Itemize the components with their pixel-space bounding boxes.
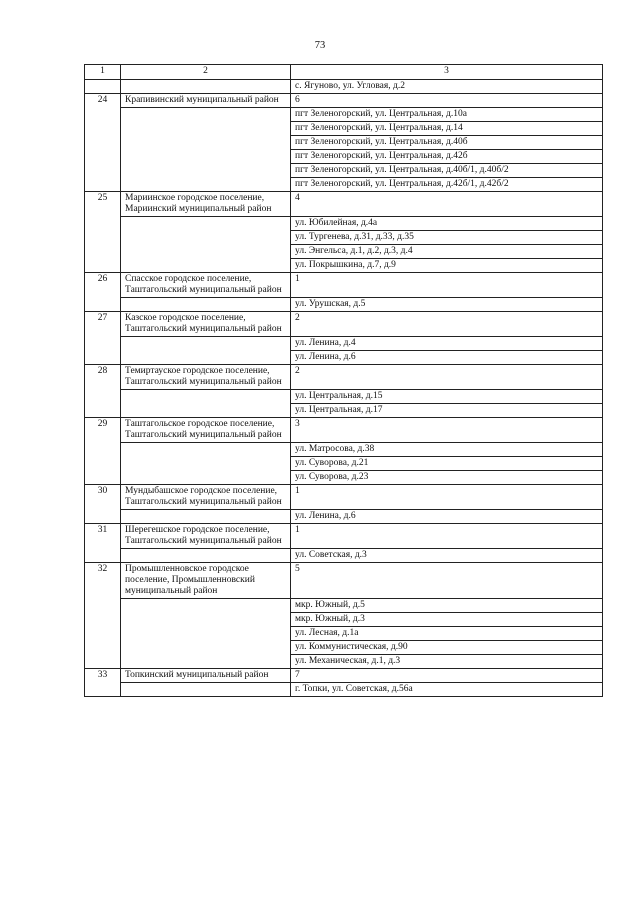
- municipality-name: Мундыбашское городское поселение, Таштагольский муниципальный район: [121, 485, 291, 510]
- row-number: 32: [85, 563, 121, 669]
- group-row: [85, 563, 603, 599]
- header-col-2: 2: [121, 65, 291, 80]
- row-number: 29: [85, 418, 121, 485]
- municipality-name: Казское городское поселение, Таштагольский муниципальный район: [121, 312, 291, 337]
- group-row: [85, 418, 603, 443]
- address-row: [85, 599, 603, 613]
- header-row: [85, 65, 603, 80]
- address-cell: ул. Покрышкина, д.7, д.9: [291, 259, 603, 273]
- municipality-name: Спасское городское поселение, Таштагольский муниципальный район: [121, 273, 291, 298]
- group-row: [85, 485, 603, 510]
- address-cell: ул. Центральная, д.17: [291, 404, 603, 418]
- address-cell: ул. Энгельса, д.1, д.2, д.3, д.4: [291, 245, 603, 259]
- row-number: 31: [85, 524, 121, 563]
- address-row: [85, 390, 603, 404]
- building-count: 1: [291, 524, 603, 549]
- address-cell: мкр. Южный, д.3: [291, 613, 603, 627]
- address-cell: ул. Суворова, д.21: [291, 457, 603, 471]
- group-row: [85, 94, 603, 108]
- municipality-name: Мариинское городское поселение, Мариинский муниципальный район: [121, 192, 291, 217]
- address-cell: мкр. Южный, д.5: [291, 599, 603, 613]
- empty-cell: [121, 683, 291, 697]
- empty-cell: [121, 108, 291, 192]
- address-cell: пгт Зеленогорский, ул. Центральная, д.42б: [291, 150, 603, 164]
- building-count: 2: [291, 365, 603, 390]
- address-cell: ул. Тургенева, д.31, д.33, д.35: [291, 231, 603, 245]
- housing-register-table: [84, 64, 603, 697]
- row-number: 27: [85, 312, 121, 365]
- municipality-name: Топкинский муниципальный район: [121, 669, 291, 683]
- page-number: 73: [314, 40, 326, 51]
- row-number: 28: [85, 365, 121, 418]
- address-row: [85, 683, 603, 697]
- address-cell: ул. Юбилейная, д.4а: [291, 217, 603, 231]
- empty-cell: [85, 80, 121, 94]
- building-count: 4: [291, 192, 603, 217]
- building-count: 5: [291, 563, 603, 599]
- address-cell: ул. Механическая, д.1, д.3: [291, 655, 603, 669]
- row-number: 33: [85, 669, 121, 697]
- group-row: [85, 192, 603, 217]
- address-cell: г. Топки, ул. Советская, д.56а: [291, 683, 603, 697]
- address-row: [85, 108, 603, 122]
- row-number: 24: [85, 94, 121, 192]
- group-row: [85, 312, 603, 337]
- address-row: [85, 549, 603, 563]
- municipality-name: Таштагольское городское поселение, Таштагольский муниципальный район: [121, 418, 291, 443]
- address-cell: ул. Ленина, д.4: [291, 337, 603, 351]
- address-cell: ул. Ленина, д.6: [291, 351, 603, 365]
- empty-cell: [121, 599, 291, 669]
- address-cell: пгт Зеленогорский, ул. Центральная, д.10а: [291, 108, 603, 122]
- group-row: [85, 524, 603, 549]
- row-number: 30: [85, 485, 121, 524]
- address-cell: ул. Центральная, д.15: [291, 390, 603, 404]
- address-cell: ул. Коммунистическая, д.90: [291, 641, 603, 655]
- building-count: 6: [291, 94, 603, 108]
- address-row: [85, 337, 603, 351]
- row-number: 25: [85, 192, 121, 273]
- building-count: 7: [291, 669, 603, 683]
- municipality-name: Промышленновское городское поселение, Промышленновский муниципальный район: [121, 563, 291, 599]
- empty-cell: [121, 443, 291, 485]
- municipality-name: Крапивинский муниципальный район: [121, 94, 291, 108]
- building-count: 1: [291, 485, 603, 510]
- header-col-3: 3: [291, 65, 603, 80]
- empty-cell: [121, 549, 291, 563]
- address-row: [85, 510, 603, 524]
- empty-cell: [121, 80, 291, 94]
- municipality-name: Темиртауское городское поселение, Таштагольский муниципальный район: [121, 365, 291, 390]
- empty-cell: [121, 390, 291, 418]
- building-count: 1: [291, 273, 603, 298]
- empty-cell: [121, 510, 291, 524]
- address-cell: пгт Зеленогорский, ул. Центральная, д.42б/1, д.42б/2: [291, 178, 603, 192]
- address-cell: с. Ягуново, ул. Угловая, д.2: [291, 80, 603, 94]
- address-cell: пгт Зеленогорский, ул. Центральная, д.14: [291, 122, 603, 136]
- header-col-1: 1: [85, 65, 121, 80]
- address-cell: ул. Советская, д.3: [291, 549, 603, 563]
- address-cell: ул. Ленина, д.6: [291, 510, 603, 524]
- address-row: [85, 217, 603, 231]
- continued-row: [85, 80, 603, 94]
- address-cell: ул. Урушская, д.5: [291, 298, 603, 312]
- address-row: [85, 298, 603, 312]
- building-count: 3: [291, 418, 603, 443]
- row-number: 26: [85, 273, 121, 312]
- group-row: [85, 365, 603, 390]
- empty-cell: [121, 217, 291, 273]
- address-cell: ул. Суворова, д.23: [291, 471, 603, 485]
- building-count: 2: [291, 312, 603, 337]
- address-cell: ул. Матросова, д.38: [291, 443, 603, 457]
- table-body: [85, 80, 603, 697]
- address-cell: ул. Лесная, д.1а: [291, 627, 603, 641]
- address-row: [85, 443, 603, 457]
- municipality-name: Шерегешское городское поселение, Таштагольский муниципальный район: [121, 524, 291, 549]
- address-cell: пгт Зеленогорский, ул. Центральная, д.40б/1, д.40б/2: [291, 164, 603, 178]
- group-row: [85, 273, 603, 298]
- address-cell: пгт Зеленогорский, ул. Центральная, д.40б: [291, 136, 603, 150]
- empty-cell: [121, 337, 291, 365]
- empty-cell: [121, 298, 291, 312]
- group-row: [85, 669, 603, 683]
